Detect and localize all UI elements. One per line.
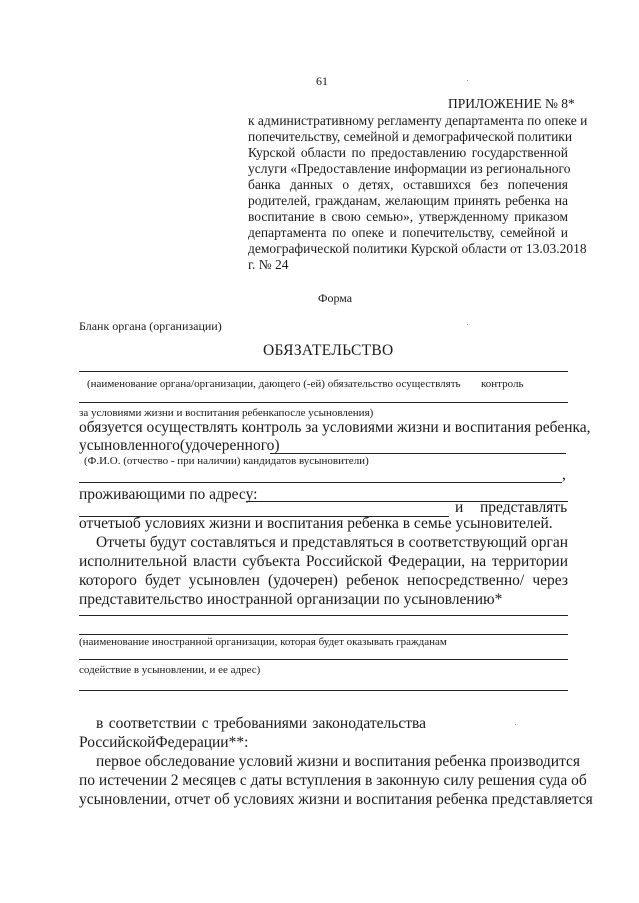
legislation-line-2: РоссийскойФедерации**:: [79, 734, 249, 751]
fio-caption: (Ф.И.О. (отчество - при наличии) кандидатов вусыновители): [84, 455, 369, 467]
scan-speck: [467, 324, 468, 325]
para1-line: которого будет усыновлен (удочерен) ребенок непосредственно/ через: [79, 572, 568, 589]
address-label: проживающими по адресу:: [79, 486, 258, 503]
reports-line: отчетыоб условиях жизни и воспитания ребенка в семье усыновителей.: [79, 515, 553, 532]
appendix-line: родителей, гражданам, желающим принять ребенка на: [248, 193, 568, 208]
scan-speck: [515, 724, 516, 725]
fio-line-2: [79, 482, 562, 483]
obligation-line-1: обязуется осуществлять контроль за условиями жизни и воспитания ребенка,: [79, 419, 591, 436]
organ-name-line: [79, 371, 568, 372]
appendix-line: к административному регламенту департамента по опеке и: [248, 113, 588, 128]
appendix-line: попечительству, семейной и демографической политики: [248, 129, 573, 144]
appendix-line: Курской области по предоставлению государственной: [248, 145, 568, 160]
appendix-title: ПРИЛОЖЕНИЕ № 8*: [448, 96, 575, 111]
para1-last-line: представительство иностранной организации по усыновлению*: [79, 591, 503, 608]
para2-line: усыновлении, отчет об условиях жизни и воспитания ребенка представляется: [79, 791, 593, 808]
para2-line: по истечении 2 месяцев с даты вступления в законную силу решения суда об: [79, 772, 587, 789]
page-number: 61: [316, 74, 328, 88]
and-word: и: [455, 499, 464, 516]
form-label: Форма: [318, 291, 353, 305]
organ-caption-control: контроль: [481, 378, 524, 390]
appendix-line: г. № 24: [248, 257, 289, 272]
organ-name-line-2: [79, 402, 568, 403]
appendix-line: услуги «Предоставление информации из регионального: [248, 161, 571, 176]
blank-label: Бланк органа (организации): [79, 319, 222, 333]
assistance-line-2: [79, 690, 568, 691]
para1-line: исполнительной власти субъекта Российской Федерации, на территории: [79, 553, 568, 570]
fio-line: [270, 453, 566, 454]
foreign-org-line-2: [79, 634, 568, 635]
appendix-line: воспитание в свою семью», утвержденному приказом: [248, 209, 568, 224]
conditions-caption: за условиями жизни и воспитания ребенкапосле усыновления): [79, 407, 374, 419]
legislation-line-1: в соответствии с требованиями законодательства: [96, 715, 426, 732]
appendix-line: демографической политики Курской области от 13.03.2018: [248, 241, 587, 256]
provide-word: представлять: [480, 499, 568, 516]
comma: ,: [562, 466, 566, 483]
appendix-line: банка данных о детях, оставшихся без попечения: [248, 177, 568, 192]
scan-speck: [467, 80, 468, 81]
organ-caption: (наименование органа/организации, дающего (-ей) обязательство осуществлять: [87, 378, 461, 390]
assistance-line: [79, 659, 568, 660]
doc-title: ОБЯЗАТЕЛЬСТВО: [263, 342, 394, 359]
para1-line: Отчеты будут составляться и представляться в соответствующий орган: [96, 534, 568, 551]
para2-line: первое обследование условий жизни и воспитания ребенка производится: [96, 753, 581, 770]
foreign-org-line: [79, 615, 568, 616]
appendix-line: департамента по опеке и попечительству, семейной и: [248, 225, 568, 240]
foreign-org-caption: (наименование иностранной организации, которая будет оказывать гражданам: [79, 636, 447, 648]
assistance-caption: содействие в усыновлении, и ее адрес): [79, 664, 261, 676]
obligation-line-2: усыновленного(удочеренного): [79, 437, 280, 454]
